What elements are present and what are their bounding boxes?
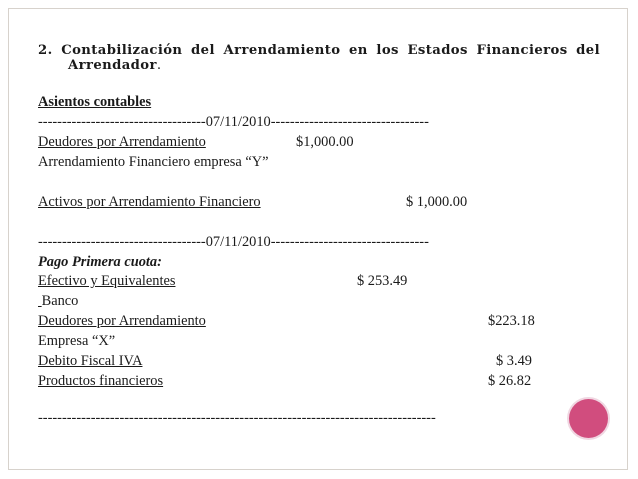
entry2-end-separator: ----------------------------------------------------------------------------------- xyxy=(38,410,436,426)
entry2-separator: -----------------------------------07/11/2010--------------------------------- xyxy=(38,234,429,250)
entry1-credit-amount: $ 1,000.00 xyxy=(406,194,468,210)
section-heading-line1: 2. Contabilización del Arrendamiento en los Estados Financieros del xyxy=(38,43,600,58)
entry2-row-iva: Debito Fiscal IVA xyxy=(38,353,143,369)
entry2-row-productos: Productos financieros xyxy=(38,373,164,389)
entry1-debit-detail: Arrendamiento Financiero empresa “Y” xyxy=(38,154,269,170)
entry2-amount-productos: $ 26.82 xyxy=(488,373,532,389)
entry1-debit-account: Deudores por Arrendamiento xyxy=(38,134,206,150)
entry2-amount-efectivo: $ 253.49 xyxy=(357,273,408,289)
banco-label: Banco xyxy=(41,293,79,309)
entry1-separator: -----------------------------------07/11/2010--------------------------------- xyxy=(38,114,429,130)
entry2-row-efectivo: Efectivo y Equivalentes xyxy=(38,273,176,289)
entry2-row-empresa: Empresa “X” xyxy=(38,333,116,349)
section-heading-line2 xyxy=(68,57,161,74)
decorative-circle xyxy=(569,399,608,438)
entry2-row-deudores: Deudores por Arrendamiento xyxy=(38,313,206,329)
entry2-row-banco xyxy=(38,293,78,310)
heading-arrendador: Arrendador xyxy=(68,58,157,73)
entry1-credit-account: Activos por Arrendamiento Financiero xyxy=(38,194,261,210)
entry2-amount-deudores: $223.18 xyxy=(488,313,535,329)
heading-period: . xyxy=(156,58,162,73)
entry2-amount-iva: $ 3.49 xyxy=(496,353,532,369)
asientos-title: Asientos contables xyxy=(38,94,152,110)
entry1-debit-amount: $1,000.00 xyxy=(296,134,354,150)
entry2-title: Pago Primera cuota: xyxy=(38,254,162,270)
